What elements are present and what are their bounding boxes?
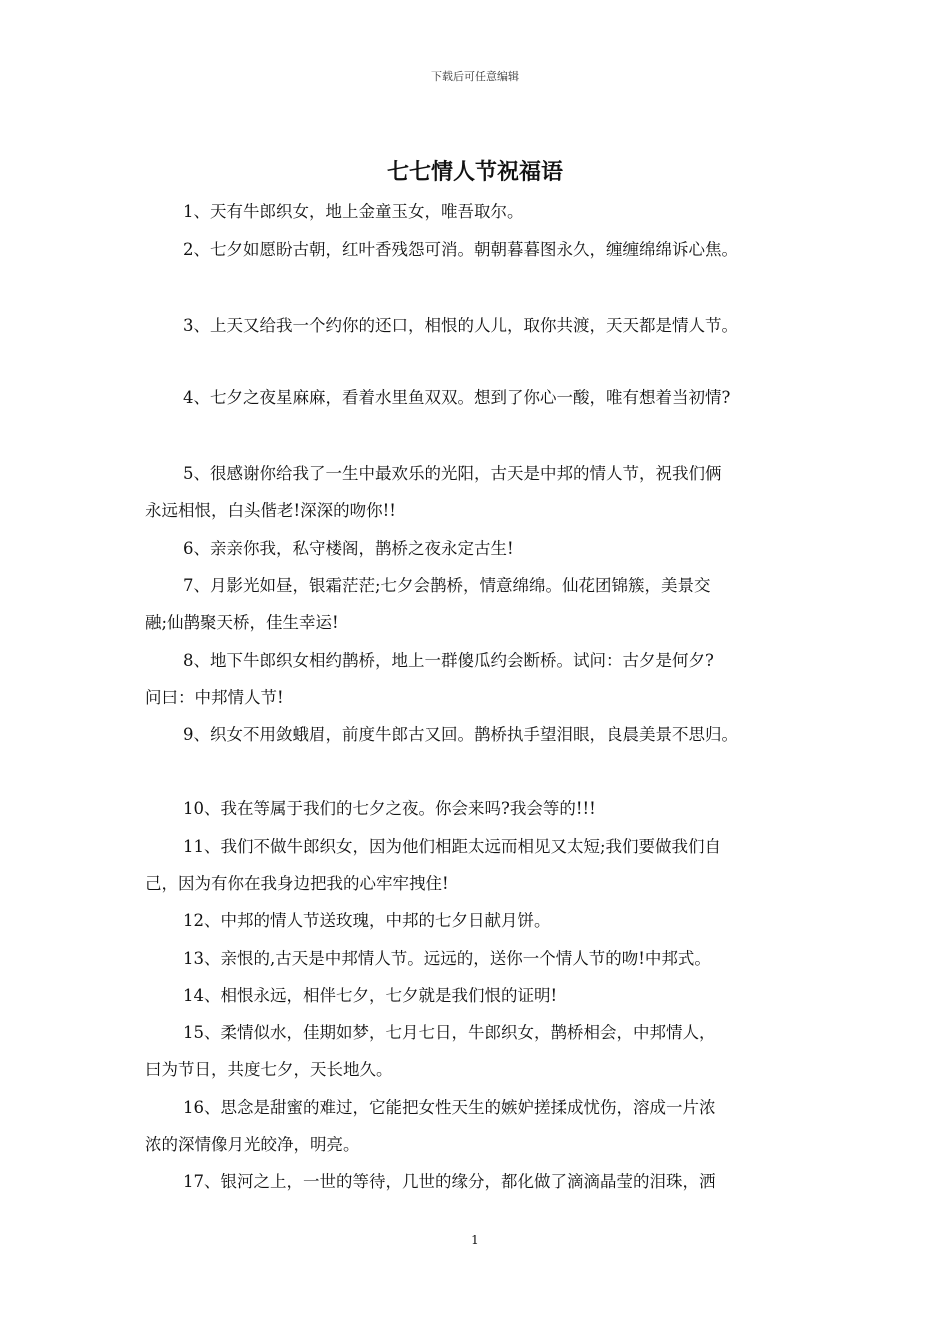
- document-title: 七七情人节祝福语: [386, 160, 563, 185]
- paragraph-line-16-cont: 浓的深情像月光皎净，明亮。: [145, 1135, 360, 1154]
- paragraph-line-17: 17、银河之上，一世的等待，几世的缘分，都化做了滴滴晶莹的泪珠，洒: [183, 1172, 716, 1191]
- paragraph-line-10: 10、我在等属于我们的七夕之夜。你会来吗?我会等的!!!: [183, 799, 596, 818]
- header-note: 下载后可任意编辑: [431, 70, 519, 83]
- page-number: 1: [471, 1233, 479, 1247]
- paragraph-line-13: 13、亲恨的,古天是中邦情人节。远远的，送你一个情人节的吻!中邦式。: [183, 949, 711, 968]
- paragraph-line-1: 1、天有牛郎织女，地上金童玉女，唯吾取尔。: [183, 202, 524, 221]
- paragraph-line-9: 9、织女不用敛蛾眉，前度牛郎古又回。鹊桥执手望泪眼，良晨美景不思归。: [183, 725, 738, 744]
- paragraph-line-2: 2、七夕如愿盼古朝，红叶香残怨可消。朝朝暮暮图永久，缠缠绵绵诉心焦。: [183, 240, 738, 259]
- paragraph-line-8-cont: 问曰：中邦情人节!: [145, 688, 284, 707]
- paragraph-line-5-cont: 永远相恨，白头偕老!深深的吻你!!: [145, 501, 396, 520]
- paragraph-line-8: 8、地下牛郎织女相约鹊桥，地上一群傻瓜约会断桥。试问：古夕是何夕?: [183, 651, 714, 670]
- paragraph-line-4: 4、七夕之夜星麻麻，看着水里鱼双双。想到了你心一酸，唯有想着当初情?: [183, 388, 731, 407]
- paragraph-line-3: 3、上天又给我一个约你的还口，相恨的人儿，取你共渡，天天都是情人节。: [183, 316, 738, 335]
- paragraph-line-7-cont: 融;仙鹊聚天桥，佳生幸运!: [145, 613, 339, 632]
- paragraph-line-12: 12、中邦的情人节送玫瑰，中邦的七夕日献月饼。: [183, 911, 551, 930]
- paragraph-line-11: 11、我们不做牛郎织女，因为他们相距太远而相见又太短;我们要做我们自: [183, 837, 722, 856]
- paragraph-line-16: 16、思念是甜蜜的难过，它能把女性天生的嫉妒搓揉成忧伤，溶成一片浓: [183, 1098, 716, 1117]
- paragraph-line-15: 15、柔情似水，佳期如梦，七月七日，牛郎织女，鹊桥相会，中邦情人，: [183, 1023, 716, 1042]
- paragraph-line-7: 7、月影光如昼，银霜茫茫;七夕会鹊桥，情意绵绵。仙花团锦簇，美景交: [183, 576, 711, 595]
- paragraph-line-5: 5、很感谢你给我了一生中最欢乐的光阳，古天是中邦的情人节，祝我们俩: [183, 464, 722, 483]
- paragraph-line-14: 14、相恨永远，相伴七夕，七夕就是我们恨的证明!: [183, 986, 558, 1005]
- paragraph-line-11-cont: 己，因为有你在我身边把我的心牢牢拽住!: [145, 874, 449, 893]
- paragraph-line-6: 6、亲亲你我，私守楼阁，鹊桥之夜永定古生!: [183, 539, 514, 558]
- paragraph-line-15-cont: 曰为节日，共度七夕，天长地久。: [145, 1060, 393, 1079]
